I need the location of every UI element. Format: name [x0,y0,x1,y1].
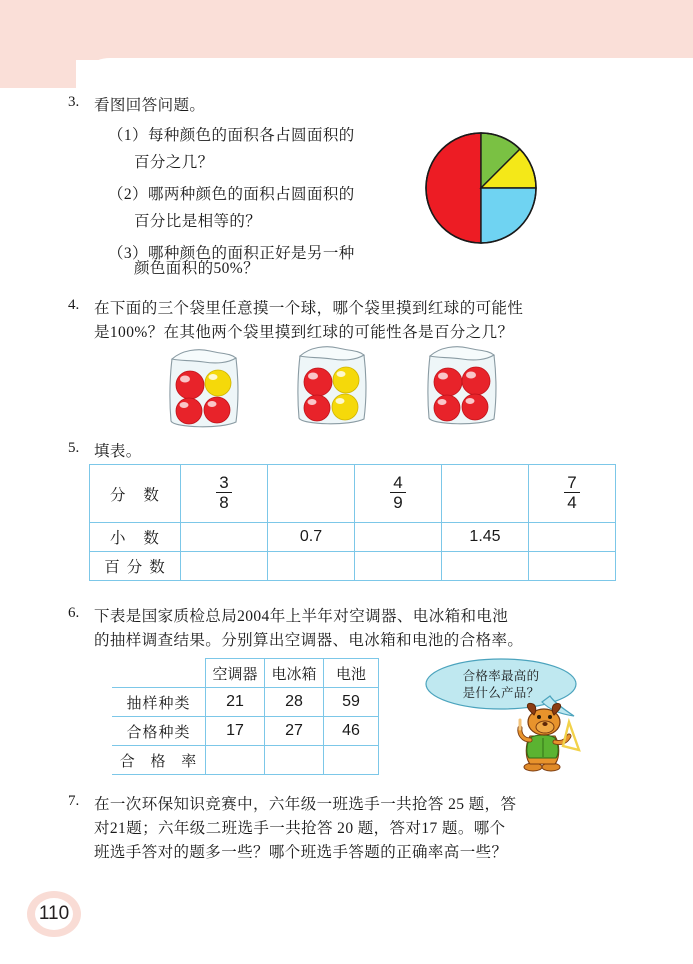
cell-qualified-refrigerator: 27 [265,717,324,746]
ball-red [462,367,490,395]
problem-7-number: 7. [68,793,80,809]
cell-rate-air-conditioner[interactable] [206,746,265,775]
cell-decimal-2[interactable]: 0.7 [268,523,355,552]
pie-slice-red [426,133,481,243]
bag-3 [418,342,510,428]
ball-highlight [466,398,475,404]
page-number: 110 [35,898,73,930]
cell-fraction-2[interactable] [268,465,355,523]
ball-highlight [308,373,318,380]
ball-red [304,368,332,396]
table-row [90,523,616,552]
cell-percent-5[interactable] [529,552,616,581]
table-row [90,465,616,523]
qualification-rate-table [112,658,379,775]
ball-highlight [180,402,189,408]
fraction-numerator: 3 [219,472,229,492]
cell-sampled-air-conditioner: 21 [206,688,265,717]
bag-2 [288,342,380,428]
ball-highlight [438,373,448,380]
cell-decimal-4[interactable]: 1.45 [442,523,529,552]
row-header-sampled-types: 抽样种类 [112,688,206,717]
row-header-fraction: 分 数 [90,465,181,523]
ball-red [304,395,330,421]
pie-chart [424,131,538,245]
problem-5-number: 5. [68,440,80,456]
cell-fraction-4[interactable] [442,465,529,523]
table-row [112,688,379,717]
problem-3-number: 3. [68,94,80,110]
cell-rate-refrigerator[interactable] [265,746,324,775]
cell-decimal-5[interactable] [529,523,616,552]
ball-yellow [332,394,358,420]
table-row [112,717,379,746]
problem-7-line3: 班选手答对的题多一些？哪个班选手答题的正确率高一些？ [94,844,508,861]
ball-red [434,395,460,421]
row-header-rate: 合 格 率 [112,746,206,775]
ball-highlight [438,399,447,405]
cell-percent-1[interactable] [181,552,268,581]
dog-nose [542,722,547,726]
ball-red [176,371,204,399]
column-header-refrigerator: 电冰箱 [265,659,324,688]
problem-6-line2: 的抽样调查结果。分别算出空调器、电冰箱和电池的合格率。 [94,632,524,649]
cell-decimal-3[interactable] [355,523,442,552]
ball-red [176,398,202,424]
problem-7-line1: 在一次环保知识竞赛中，六年级一班选手一共抢答 25 题，答 [94,796,517,813]
cell-decimal-1[interactable] [181,523,268,552]
fraction-numerator: 7 [567,472,577,492]
speech-bubble-line2: 是什么产品？ [462,686,540,700]
ball-highlight [308,399,317,405]
table-corner-cell [112,659,206,688]
dog-eye-left [537,715,541,719]
dog-mascot [503,700,583,772]
ball-highlight [209,374,218,380]
ball-highlight [337,371,346,377]
ball-highlight [466,372,476,379]
problem-3-q2-line1: （2）哪两种颜色的面积占圆面积的 [108,186,355,203]
cell-qualified-battery: 46 [324,717,379,746]
ball-red [462,394,488,420]
cell-rate-battery[interactable] [324,746,379,775]
fraction-denominator: 8 [219,493,229,513]
pie-chart-svg [424,131,538,245]
problem-3-q3-line2: 颜色面积的50%？ [134,260,260,277]
problem-4-line2: 是100%？在其他两个袋里摸到红球的可能性各是百分之几？ [94,324,514,341]
row-header-percent: 百分数 [90,552,181,581]
problem-3-stem: 看图回答问题。 [94,97,206,114]
cell-sampled-refrigerator: 28 [265,688,324,717]
ball-highlight [336,398,345,404]
ball-red [204,397,230,423]
table-row [112,746,379,775]
column-header-battery: 电池 [324,659,379,688]
cell-fraction-3[interactable] [355,465,442,523]
ball-red [434,368,462,396]
ball-yellow [333,367,359,393]
problem-7-line2: 对21题；六年级二班选手一共抢答 20 题，答对17 题。哪个 [94,820,506,837]
cell-qualified-air-conditioner: 17 [206,717,265,746]
cell-fraction-5[interactable] [529,465,616,523]
problem-3-q2-line2: 百分比是相等的？ [134,213,262,230]
ball-highlight [180,376,190,383]
problem-6-number: 6. [68,605,80,621]
bag-1 [160,345,252,431]
table-row [90,552,616,581]
cell-percent-4[interactable] [442,552,529,581]
table-header-row [112,659,379,688]
speech-bubble-line1: 合格率最高的 [462,669,540,683]
ball-highlight [208,401,217,407]
problem-3-q1-line1: （1）每种颜色的面积各占圆面积的 [108,127,355,144]
cell-sampled-battery: 59 [324,688,379,717]
problem-6-line1: 下表是国家质检总局2004年上半年对空调器、电冰箱和电池 [94,608,509,625]
problem-4-number: 4. [68,297,80,313]
ball-yellow [205,370,231,396]
problem-5-stem: 填表。 [94,443,142,460]
cell-fraction-1[interactable] [181,465,268,523]
problem-3-q3-line1: （3）哪种颜色的面积正好是另一种 [108,245,355,262]
cell-percent-2[interactable] [268,552,355,581]
fraction-decimal-percent-table [89,464,616,581]
speech-bubble-text [438,668,564,702]
problem-4-line1: 在下面的三个袋里任意摸一个球，哪个袋里摸到红球的可能性 [94,300,524,317]
column-header-air-conditioner: 空调器 [206,659,265,688]
problem-3-q1-line2: 百分之几？ [134,154,214,171]
fraction-denominator: 9 [393,493,403,513]
dog-eye-right [548,715,552,719]
row-header-decimal: 小 数 [90,523,181,552]
row-header-qualified-types: 合格种类 [112,717,206,746]
fraction-denominator: 4 [567,493,577,513]
cell-percent-3[interactable] [355,552,442,581]
fraction-numerator: 4 [393,472,403,492]
